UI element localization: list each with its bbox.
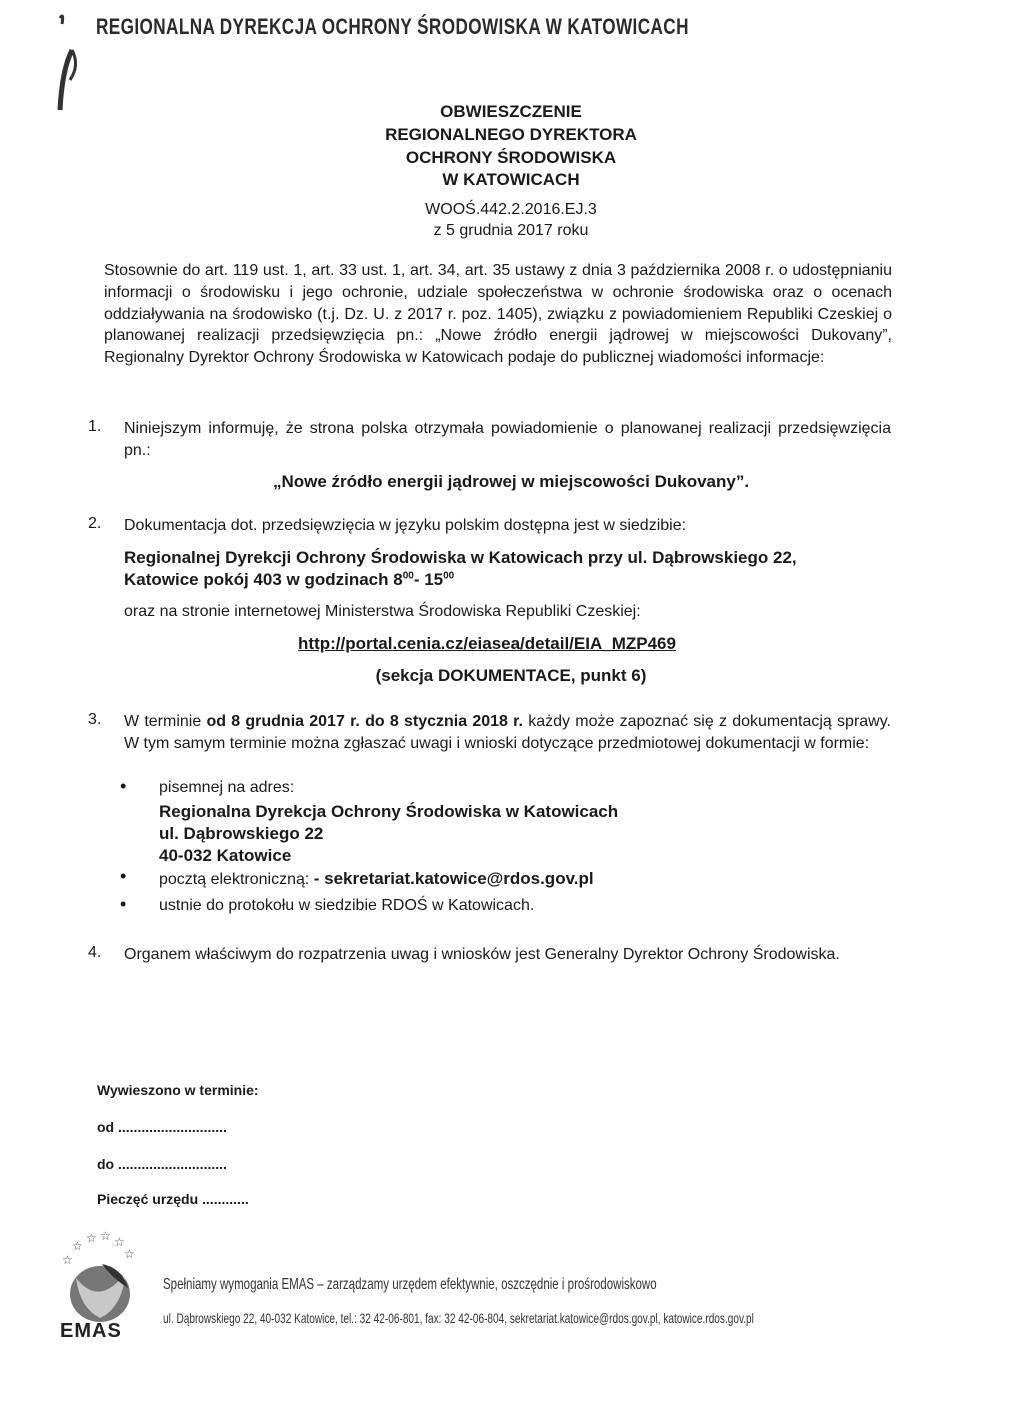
title-line-2: REGIONALNEGO DYREKTORA — [385, 125, 637, 144]
title-line-1: OBWIESZCZENIE — [440, 102, 582, 121]
svg-text:☆: ☆ — [114, 1235, 125, 1249]
svg-text:☆: ☆ — [124, 1247, 135, 1261]
rdos-logo-icon — [50, 10, 94, 110]
address-line-1: Regionalna Dyrekcja Ochrony Środowiska w Katowicach — [159, 802, 619, 821]
item-4-number: 4. — [88, 944, 102, 961]
item-2-section: (sekcja DOKUMENTACE, punkt 6) — [375, 666, 647, 685]
bullet-1-marker: • — [120, 776, 127, 796]
title-line-4: W KATOWICACH — [442, 170, 580, 189]
posting-to: do ............................ — [97, 1156, 227, 1172]
header-org-name: REGIONALNA DYREKCJA OCHRONY ŚRODOWISKA W KATOWICACH — [96, 14, 689, 39]
item-2-also-text: oraz na stronie internetowej Ministerstwa Środowiska Republiki Czeskiej: — [124, 603, 641, 620]
posting-label: Wywieszono w terminie: — [97, 1082, 259, 1098]
cenia-link[interactable]: http://portal.cenia.cz/eiasea/detail/EIA_MZP469 — [298, 634, 676, 653]
item-1-project-name: „Nowe źródło energii jądrowej w miejscowości Dukovany”. — [272, 472, 750, 491]
item-3-text: W terminie od 8 grudnia 2017 r. do 8 stycznia 2018 r. każdy może zapoznać się z dokumentacją sprawy. W tym samym terminie można zgłaszać uwagi i wnioski dotyczące przedmiotowej dokumentacji w formie: — [124, 713, 891, 752]
svg-text:☆: ☆ — [86, 1231, 97, 1245]
item-1-number: 1. — [88, 418, 102, 435]
email-link[interactable]: - sekretariat.katowice@rdos.gov.pl — [313, 869, 594, 888]
item-2-number: 2. — [88, 515, 102, 532]
reference-number: WOOŚ.442.2.2016.EJ.3 — [425, 201, 597, 218]
item-2-place-line-1: Regionalnej Dyrekcji Ochrony Środowiska w Katowicach przy ul. Dąbrowskiego 22, — [124, 548, 797, 567]
bullet-2-marker: • — [120, 866, 127, 886]
posting-from: od ............................ — [97, 1119, 227, 1135]
item-4-text: Organem właściwym do rozpatrzenia uwag i wniosków jest Generalny Dyrektor Ochrony Środowiska. — [124, 946, 840, 963]
address-line-2: ul. Dąbrowskiego 22 — [159, 824, 324, 843]
bullet-2-text: pocztą elektroniczną: - sekretariat.katowice@rdos.gov.pl — [159, 869, 594, 888]
posting-stamp: Pieczęć urzędu ............ — [97, 1191, 249, 1207]
svg-text:☆: ☆ — [72, 1239, 83, 1253]
emas-logo-icon — [62, 1258, 138, 1324]
svg-text:☆: ☆ — [62, 1253, 73, 1267]
item-3-number: 3. — [88, 711, 102, 728]
footer-line-1: Spełniamy wymogania EMAS – zarządzamy urzędem efektywnie, oszczędnie i prośrodowiskowo — [163, 1276, 657, 1293]
bullet-3-text: ustnie do protokołu w siedzibie RDOŚ w Katowicach. — [159, 897, 535, 914]
bullet-3-marker: • — [120, 894, 127, 914]
title-line-3: OCHRONY ŚRODOWISKA — [405, 148, 617, 167]
svg-text:☆: ☆ — [100, 1229, 111, 1243]
address-line-3: 40-032 Katowice — [159, 846, 292, 865]
intro-paragraph: Stosownie do art. 119 ust. 1, art. 33 ust. 1, art. 34, art. 35 ustawy z dnia 3 października 2008 r. o udostępnianiu informacji o środowisku i jego ochronie, udziale społeczeństwa w ochronie środowiska oraz o ocenach oddziaływania na środowisko (t.j. Dz. U. z 2017 r. poz. 1405), związku z powiadomieniem Republiki Czeskiej o planowanej realizacji przedsięwzięcia pn.: „Nowe źródło energii jądrowej w miejscowości Dukovany”, Regionalny Dyrektor Ochrony Środowiska w Katowicach podaje do publicznej wiadomości informacje: — [104, 262, 892, 367]
footer-line-2: ul. Dąbrowskiego 22, 40-032 Katowice, tel.: 32 42-06-801, fax: 32 42-06-804, sekretariat.katowice@rdos.gov.pl, katowice.rdos.gov.pl — [163, 1310, 754, 1326]
item-2-place-line-2: Katowice pokój 403 w godzinach $8^{00}-$ $15^{00}$ — [124, 570, 455, 589]
item-2-text: Dokumentacja dot. przedsięwzięcia w języku polskim dostępna jest w siedzibie: — [124, 517, 687, 534]
notice-date: z 5 grudnia 2017 roku — [433, 222, 589, 239]
emas-label: EMAS — [60, 1320, 122, 1342]
item-1-text: Niniejszym informuję, że strona polska otrzymała powiadomienie o planowanej realizacji przedsięwzięcia pn.: — [124, 420, 891, 459]
bullet-1-text: pisemnej na adres: — [159, 779, 295, 796]
